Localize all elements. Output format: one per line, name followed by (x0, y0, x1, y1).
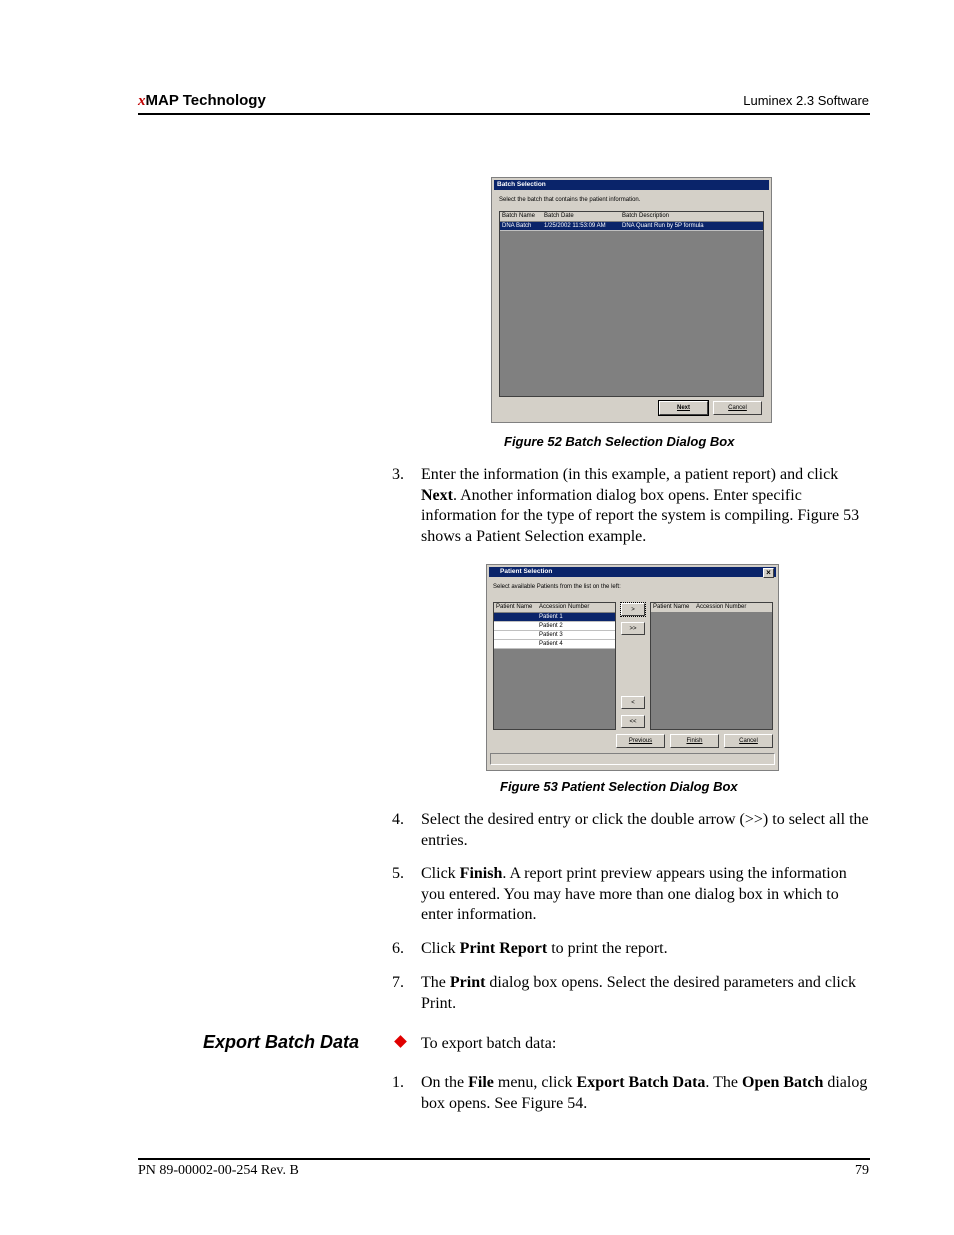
column-header-accession-number[interactable]: Accession Number (539, 604, 590, 610)
brand-name: MAP Technology (145, 92, 266, 109)
section-heading-export-batch-data: Export Batch Data (203, 1032, 360, 1052)
cell-batch-date: 1/25/2002 11:53:09 AM (544, 223, 606, 229)
column-header-batch-description[interactable]: Batch Description (622, 213, 670, 219)
step-6-text (421, 939, 871, 960)
list-item[interactable] (494, 631, 615, 640)
step-7-print-term: Print (449, 974, 486, 991)
diamond-bullet-icon (394, 1035, 407, 1048)
cancel-button[interactable]: Cancel (713, 401, 762, 415)
list-item[interactable] (494, 622, 615, 631)
step-3-text-c: . Another information dialog box opens. Enter specific information for the type of report the system is compiling. Figure 53 shows a Patient Selection example. (421, 486, 860, 545)
dialog-title-bar: Batch Selection (494, 180, 769, 190)
step-6-print-report-term: Print Report (459, 940, 548, 957)
step-5-finish-term: Finish (459, 865, 503, 882)
column-header-patient-name[interactable]: Patient Name (496, 604, 533, 610)
step-5-number: 5. (392, 865, 404, 882)
dialog-instruction: Select available Patients from the list on the left: (493, 584, 621, 590)
step-7-text-a: The (421, 974, 450, 991)
page-number: 79 (855, 1163, 869, 1178)
step-7-number: 7. (392, 974, 404, 991)
step-5-text-a: Click (421, 865, 460, 882)
status-bar (490, 753, 775, 765)
figure-52-caption: Figure 52 Batch Selection Dialog Box (504, 434, 735, 449)
patient-name: Patient 3 (539, 632, 563, 638)
running-header-product: Luminex 2.3 Software (743, 93, 869, 108)
close-icon[interactable]: × (763, 568, 774, 578)
batch-selection-dialog (491, 177, 772, 423)
step-5-text (421, 864, 871, 926)
next-button[interactable]: Next (659, 401, 708, 415)
running-header-title (138, 92, 266, 110)
list-item[interactable] (494, 613, 615, 622)
dialog-instruction: Select the batch that contains the patient information. (499, 197, 641, 203)
step-5-text-c: . A report print preview appears using the information you entered. You may have more than one dialog box in which to enter information. (421, 865, 847, 923)
open-batch-term: Open Batch (742, 1074, 824, 1091)
cancel-button[interactable]: Cancel (724, 734, 773, 748)
finish-button[interactable]: Finish (670, 734, 719, 748)
export-batch-data-term: Export Batch Data (576, 1074, 706, 1091)
export-step-1-text-a: On the (421, 1074, 469, 1091)
available-patients-list[interactable] (493, 602, 616, 730)
column-header-batch-name[interactable]: Batch Name (502, 213, 536, 219)
add-all-button[interactable]: >> (621, 622, 645, 635)
available-list-header (494, 603, 615, 613)
add-selected-button[interactable]: > (621, 603, 645, 616)
header-rule (138, 113, 870, 115)
step-6-text-c: to print the report. (547, 940, 668, 957)
remove-all-button[interactable]: << (621, 715, 645, 728)
patient-name: Patient 4 (539, 641, 563, 647)
export-step-1-number: 1. (392, 1074, 404, 1091)
batch-list-header (500, 212, 763, 222)
cell-batch-name: DNA Batch (502, 223, 532, 229)
step-3-next-term: Next (421, 486, 453, 504)
step-6-number: 6. (392, 940, 404, 957)
export-step-1-text-c: menu, click (493, 1074, 577, 1091)
cell-batch-description: DNA Quant Run by 5P formula (622, 223, 704, 229)
procedure-intro: To export batch data: (421, 1035, 557, 1052)
list-item[interactable] (494, 640, 615, 649)
dialog-title: Patient Selection (500, 568, 553, 575)
selected-list-header (651, 603, 772, 613)
part-number: PN 89-00002-00-254 Rev. B (138, 1163, 299, 1178)
step-3-text (421, 465, 871, 547)
export-step-1-text (421, 1073, 871, 1114)
step-3-text-a: Enter the information (in this example, a patient report) and click (421, 466, 839, 483)
step-4-text: Select the desired entry or click the double arrow (>>) to select all the entries. (421, 811, 869, 849)
dialog-title-bar (489, 567, 776, 577)
patient-selection-dialog (486, 564, 779, 771)
footer-rule (138, 1158, 870, 1160)
step-4-number: 4. (392, 811, 404, 828)
table-row[interactable] (500, 222, 763, 231)
export-step-1-text-e: . The (705, 1074, 742, 1091)
column-header-batch-date[interactable]: Batch Date (544, 213, 574, 219)
column-header-patient-name[interactable]: Patient Name (653, 604, 690, 610)
column-header-accession-number[interactable]: Accession Number (696, 604, 747, 610)
step-7-text-c: dialog box opens. Select the desired parameters and click Print. (421, 974, 856, 1012)
export-step-1-text-g: dialog box opens. See Figure 54. (421, 1074, 868, 1112)
step-6-text-a: Click (421, 940, 460, 957)
brand-x: x (138, 93, 146, 109)
selected-patients-list[interactable] (650, 602, 773, 730)
figure-53-caption: Figure 53 Patient Selection Dialog Box (500, 779, 738, 794)
file-menu-term: File (468, 1074, 494, 1091)
patient-name: Patient 1 (539, 614, 563, 620)
patient-name: Patient 2 (539, 623, 563, 629)
step-3-number: 3. (392, 466, 404, 483)
previous-button[interactable]: Previous (616, 734, 665, 748)
step-7-text (421, 973, 871, 1014)
remove-selected-button[interactable]: < (621, 696, 645, 709)
batch-list[interactable] (499, 211, 764, 397)
